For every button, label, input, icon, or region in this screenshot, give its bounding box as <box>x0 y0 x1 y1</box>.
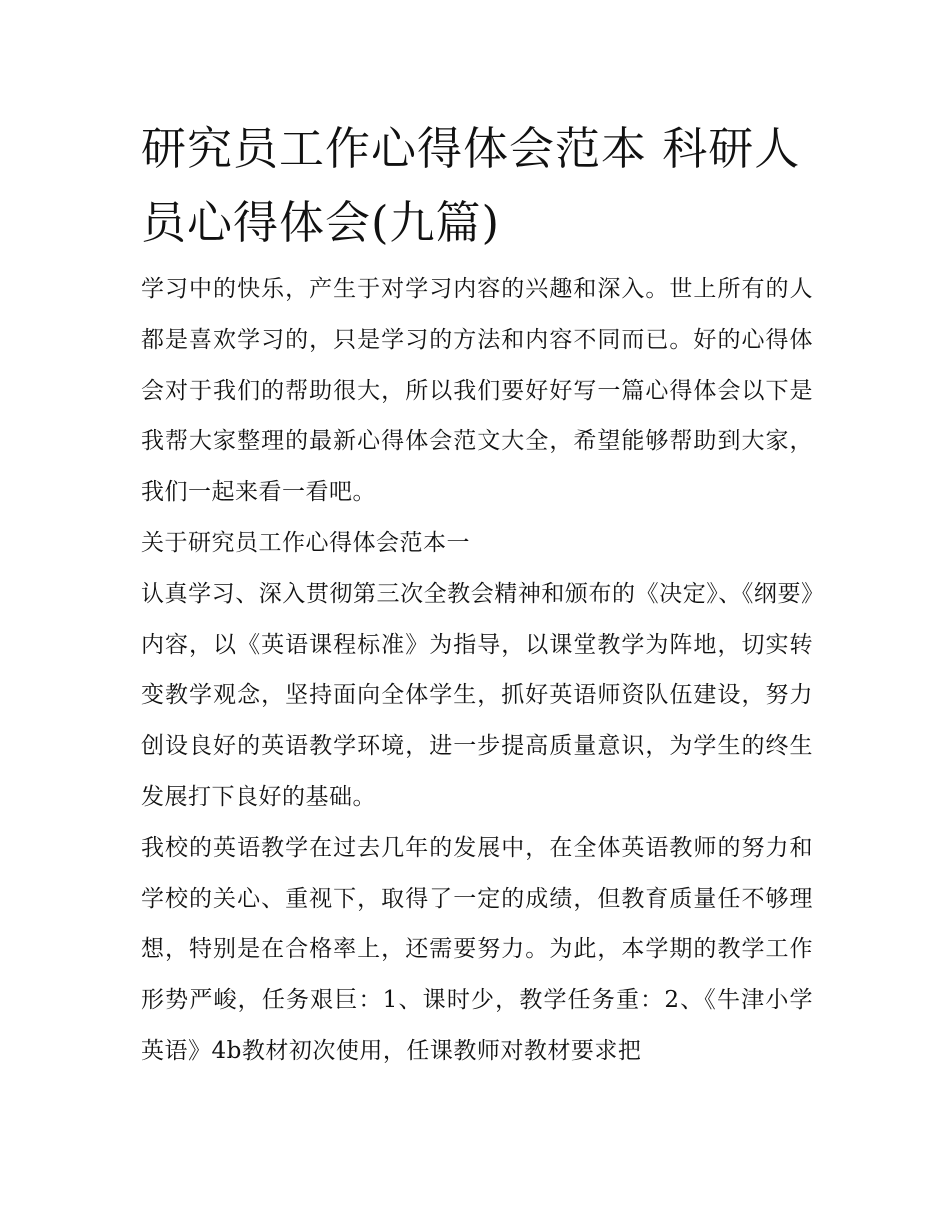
section-heading: 关于研究员工作心得体会范本一 <box>141 529 470 556</box>
document-title: 研究员工作心得体会范本 科研人员心得体会(九篇) <box>141 122 801 249</box>
body-paragraph: 认真学习、深入贯彻第三次全教会精神和颁布的《决定》、《纲要》内容，以《英语课程标准》为指导，以课堂教学为阵地，切实转变教学观念，坚持面向全体学生，抓好英语师资队伍建设，努力创设良好的英语教学环境，进一步提高质量意识，为学生的终生发展打下良好的基础。 <box>141 580 813 810</box>
body-paragraph: 我校的英语教学在过去几年的发展中，在全体英语教师的努力和学校的关心、重视下，取得了一定的成绩，但教育质量任不够理想，特别是在合格率上，还需要努力。为此，本学期的教学工作形势严峻，任务艰巨：1、课时少，教学任务重：2、《牛津小学英语》4b教材初次使用，任课教师对教材要求把 <box>141 834 813 1064</box>
intro-paragraph: 学习中的快乐，产生于对学习内容的兴趣和深入。世上所有的人都是喜欢学习的，只是学习的方法和内容不同而已。好的心得体会对于我们的帮助很大，所以我们要好好写一篇心得体会以下是我帮大家整理的最新心得体会范文大全，希望能够帮助到大家，我们一起来看一看吧。 <box>141 276 813 506</box>
document-page <box>141 112 813 1077</box>
